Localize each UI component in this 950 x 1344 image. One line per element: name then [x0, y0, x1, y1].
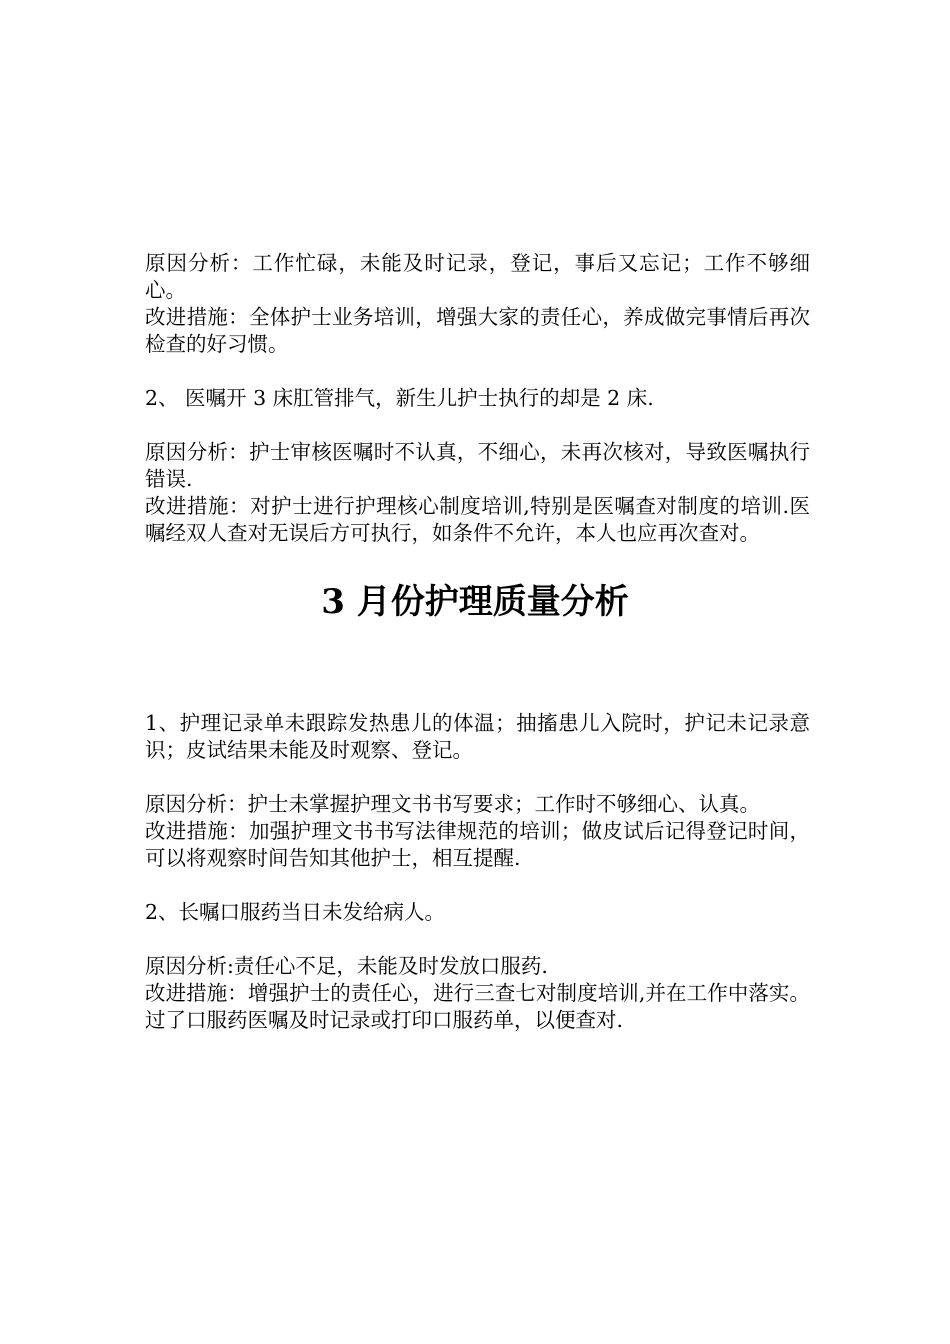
cause-analysis-paragraph: 原因分析：工作忙碌，未能及时记录，登记，事后又忘记；工作不够细心。 [145, 251, 810, 302]
paragraph-spacer [145, 764, 810, 791]
section-title: 3 月份护理质量分析 [321, 582, 629, 622]
issue-item-paragraph: 1、护理记录单未跟踪发热患儿的体温；抽搐患儿入院时，护记未记录意识；皮试结果未能及时观察、登记。 [145, 711, 810, 762]
cause-analysis-paragraph: 原因分析：护士审核医嘱时不认真，不细心，未再次核对，导致医嘱执行错误. [145, 440, 810, 491]
february-analysis-section [145, 250, 810, 547]
issue-item-paragraph: 2、 医嘱开 3 床肛管排气，新生儿护士执行的却是 2 床. [145, 386, 654, 410]
issue-item-paragraph: 2、长嘱口服药当日未发给病人。 [145, 900, 446, 924]
improvement-measure-paragraph: 改进措施：全体护士业务培训，增强大家的责任心，养成做完事情后再次检查的好习惯。 [145, 305, 810, 356]
paragraph-spacer [145, 358, 810, 385]
improvement-measure-paragraph: 改进措施：加强护理文书书写法律规范的培训；做皮试后记得登记时间，可以将观察时间告知其他护士，相互提醒. [145, 819, 810, 870]
improvement-measure-paragraph: 改进措施：对护士进行护理核心制度培训,特别是医嘱查对制度的培训.医嘱经双人查对无误后方可执行，如条件不允许，本人也应再次查对。 [145, 494, 810, 545]
paragraph-spacer [145, 926, 810, 953]
cause-analysis-paragraph: 原因分析：护士未掌握护理文书书写要求；工作时不够细心、认真。 [145, 792, 760, 816]
paragraph-spacer [145, 872, 810, 899]
improvement-measure-paragraph: 改进措施：增强护士的责任心，进行三查七对制度培训,并在工作中落实。过了口服药医嘱及时记录或打印口服药单，以便查对. [145, 981, 810, 1032]
cause-analysis-paragraph: 原因分析:责任心不足，未能及时发放口服药. [145, 954, 548, 978]
march-analysis-section [145, 710, 810, 1034]
paragraph-spacer [145, 412, 810, 439]
